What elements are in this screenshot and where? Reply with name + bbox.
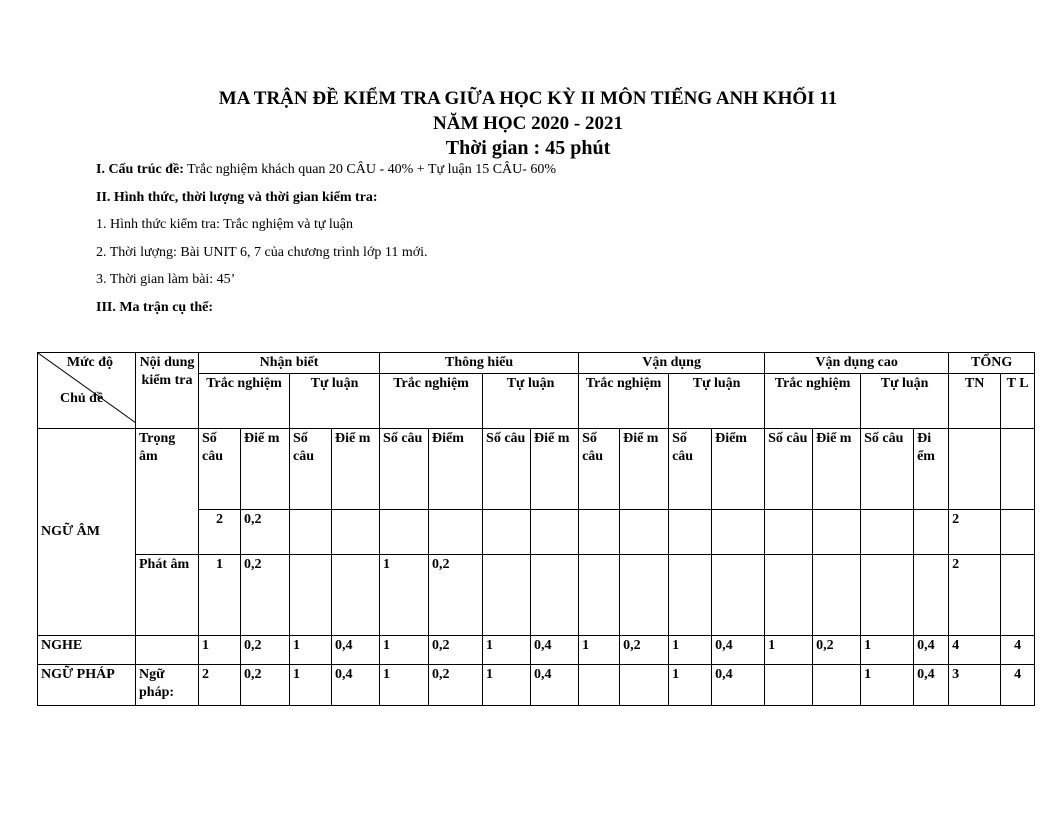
table-cell: 0,2 [620,636,669,665]
table-cell [914,555,949,636]
table-cell: 0,2 [241,510,290,555]
table-cell [813,510,861,555]
table-row-ngu-phap [38,665,1035,706]
col-header: Đi ểm [914,429,949,510]
table-cell [861,510,914,555]
vd-tl-header: Tự luận [669,374,765,429]
table-cell: 0,4 [332,636,380,665]
tong-tl-header: T L [1001,374,1035,429]
table-cell [429,510,483,555]
chu-de-label: Chủ đề [60,391,104,406]
table-cell: 1 [290,636,332,665]
table-cell [765,665,813,706]
table-cell [861,555,914,636]
doc-title: MA TRẬN ĐỀ KIỂM TRA GIỮA HỌC KỲ II MÔN TIẾNG ANH KHỐI 11 [218,88,838,109]
table-cell [380,510,429,555]
school-year: NĂM HỌC 2020 - 2021 [433,113,623,134]
table-row-nghe [38,636,1035,665]
table-cell [620,665,669,706]
col-header: Số câu [861,429,914,510]
table-cell: 3 [949,665,1001,706]
table-cell [765,510,813,555]
table-cell [1001,510,1035,555]
table-cell [579,555,620,636]
table-cell: 1 [290,665,332,706]
table-cell: 2 [199,510,241,555]
col-header: Số câu [380,429,429,510]
format-item-2: 2. Thời lượng: Bài UNIT 6, 7 của chương trình lớp 11 mới. [96,245,428,260]
table-cell: 0,4 [712,636,765,665]
table-cell: 0,4 [914,636,949,665]
table-cell: 1 [380,665,429,706]
noi-dung-header: Nội dung kiểm tra [136,353,199,429]
col-header: Điểm [712,429,765,510]
table-cell [765,555,813,636]
table-cell: 1 [861,636,914,665]
level-van-dung-cao: Vận dụng cao [765,353,949,374]
sub-trong-am: Trọng âm [136,429,199,555]
section-structure [96,161,556,178]
col-header: Số câu [765,429,813,510]
tong-tn-header: TN [949,374,1001,429]
table-cell: 4 [1001,636,1035,665]
table-cell [531,510,579,555]
nb-tn-header: Trắc nghiệm [199,374,290,429]
table-cell: 1 [483,665,531,706]
table-cell: 0,4 [531,636,579,665]
table-cell [669,555,712,636]
header-row-levels [38,353,1035,374]
table-cell: 0,4 [712,665,765,706]
table-cell [813,665,861,706]
col-header: Số câu [669,429,712,510]
table-cell: 2 [199,665,241,706]
col-header: Số câu [290,429,332,510]
format-item-1: 1. Hình thức kiểm tra: Trắc nghiệm và tự luận [96,217,354,232]
table-cell: 1 [579,636,620,665]
sub-nghe [136,636,199,665]
table-cell: 2 [949,555,1001,636]
table-cell: 1 [380,636,429,665]
table-cell [483,510,531,555]
level-tong: TỔNG [949,353,1035,374]
topic-ngu-phap: NGỮ PHÁP [38,665,136,706]
table-cell [332,510,380,555]
table-cell: 1 [861,665,914,706]
table-cell [531,555,579,636]
level-van-dung: Vận dụng [579,353,765,374]
vdc-tn-header: Trắc nghiệm [765,374,861,429]
sub-ngu-phap: Ngữ pháp: [136,665,199,706]
col-header: Điểm [429,429,483,510]
section-matrix-label: III. Ma trận cụ thể: [96,300,214,315]
topic-ngu-am: NGỮ ÂM [38,429,136,636]
col-header: Điể m [531,429,579,510]
table-cell [1001,555,1035,636]
table-cell: 0,4 [332,665,380,706]
vd-tn-header: Trắc nghiệm [579,374,669,429]
table-cell [620,555,669,636]
table-cell: 0,2 [241,555,290,636]
table-cell [579,510,620,555]
table-cell [620,510,669,555]
table-cell: 0,4 [531,665,579,706]
table-cell: 0,2 [813,636,861,665]
table-cell [914,510,949,555]
col-header: Điể m [241,429,290,510]
level-thong-hieu: Thông hiểu [380,353,579,374]
col-header: Điể m [620,429,669,510]
table-cell: 0,2 [429,665,483,706]
table-cell: 2 [949,510,1001,555]
table-cell [712,510,765,555]
th-tl-header: Tự luận [483,374,579,429]
matrix-table [37,352,1035,706]
th-tn-header: Trắc nghiệm [380,374,483,429]
table-cell [579,665,620,706]
exam-duration: Thời gian : 45 phút [445,137,611,159]
col-header: Số câu [483,429,531,510]
table-row-phat-am [38,555,1035,636]
table-cell: 1 [669,636,712,665]
table-cell: 1 [199,555,241,636]
table-cell: 0,2 [429,636,483,665]
table-cell [290,510,332,555]
format-item-3: 3. Thời gian làm bài: 45’ [96,272,236,287]
header-row-columns [38,429,1035,510]
table-cell: 1 [199,636,241,665]
col-header: Số câu [579,429,620,510]
muc-do-label: Mức độ [66,355,113,370]
nb-tl-header: Tự luận [290,374,380,429]
table-cell: 1 [669,665,712,706]
col-header [949,429,1001,510]
level-nhan-biet: Nhận biết [199,353,380,374]
table-cell: 0,2 [241,636,290,665]
col-header [1001,429,1035,510]
table-cell: 1 [765,636,813,665]
table-cell [290,555,332,636]
col-header: Điể m [813,429,861,510]
section-structure-text: Trắc nghiệm khách quan 20 CÂU - 40% + Tự luận 15 CÂU- 60% [183,162,557,177]
table-cell [712,555,765,636]
sub-phat-am: Phát âm [136,555,199,636]
table-cell: 0,2 [429,555,483,636]
table-cell: 4 [949,636,1001,665]
section-format-label: II. Hình thức, thời lượng và thời gian kiểm tra: [96,190,378,205]
section-structure-label: I. Cấu trúc đề: [96,162,184,177]
table-cell: 1 [483,636,531,665]
col-header: Điể m [332,429,380,510]
table-cell: 4 [1001,665,1035,706]
table-cell [332,555,380,636]
table-cell [669,510,712,555]
table-cell: 0,2 [241,665,290,706]
col-header: Số câu [199,429,241,510]
table-cell [813,555,861,636]
topic-nghe: NGHE [38,636,136,665]
table-cell: 0,4 [914,665,949,706]
table-cell: 1 [380,555,429,636]
header-corner-cell [38,353,136,429]
table-cell [483,555,531,636]
vdc-tl-header: Tự luận [861,374,949,429]
